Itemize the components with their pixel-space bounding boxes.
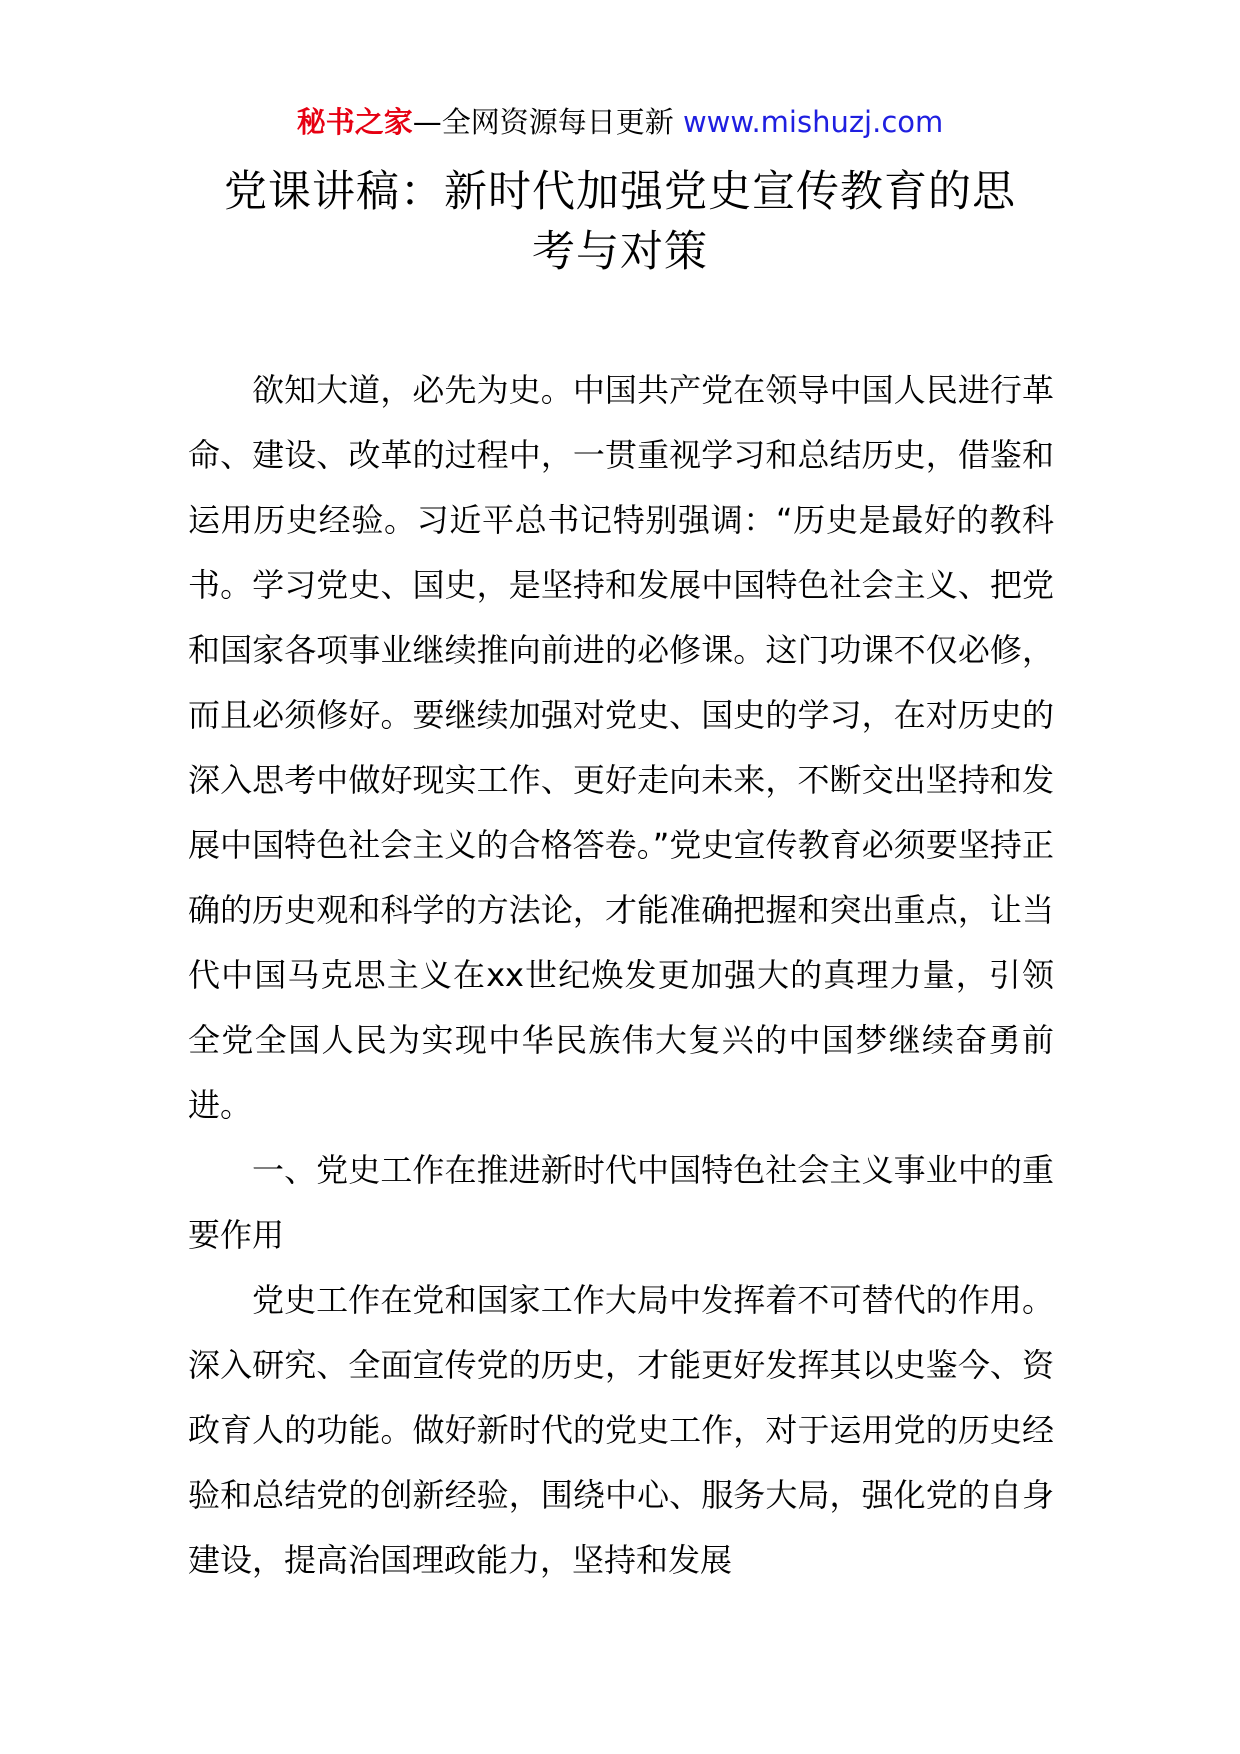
section-heading-1: 一、党史工作在推进新时代中国特色社会主义事业中的重要作用 [188,1151,1054,1254]
site-header [0,102,1240,142]
document-body [188,358,1054,1593]
title-line-2: 考与对策 [532,227,708,277]
document-title [170,162,1070,282]
section-paragraph-1: 党史工作在党和国家工作大局中发挥着不可替代的作用。深入研究、全面宣传党的历史，才能更好发挥其以史鉴今、资政育人的功能。做好新时代的党史工作，对于运用党的历史经验和总结党的创新经验，围绕中心、服务大局，强化党的自身建设，提高治国理政能力，坚持和发展 [188,1281,1054,1579]
title-line-1: 党课讲稿：新时代加强党史宣传教育的思 [224,167,1016,217]
site-url-link[interactable]: www.mishuzj.com [682,105,944,139]
brand-name: 秘书之家 [296,105,413,139]
header-tagline: —全网资源每日更新 [412,105,683,139]
intro-paragraph: 欲知大道，必先为史。中国共产党在领导中国人民进行革命、建设、改革的过程中，一贯重视学习和总结历史，借鉴和运用历史经验。习近平总书记特别强调：“历史是最好的教科书。学习党史、国史，是坚持和发展中国特色社会主义、把党和国家各项事业继续推向前进的必修课。这门功课不仅必修，而且必须修好。要继续加强对党史、国史的学习，在对历史的深入思考中做好现实工作、更好走向未来，不断交出坚持和发展中国特色社会主义的合格答卷。”党史宣传教育必须要坚持正确的历史观和科学的方法论，才能准确把握和突出重点，让当代中国马克思主义在xx世纪焕发更加强大的真理力量，引领全党全国人民为实现中华民族伟大复兴的中国梦继续奋勇前进。 [188,371,1054,1124]
